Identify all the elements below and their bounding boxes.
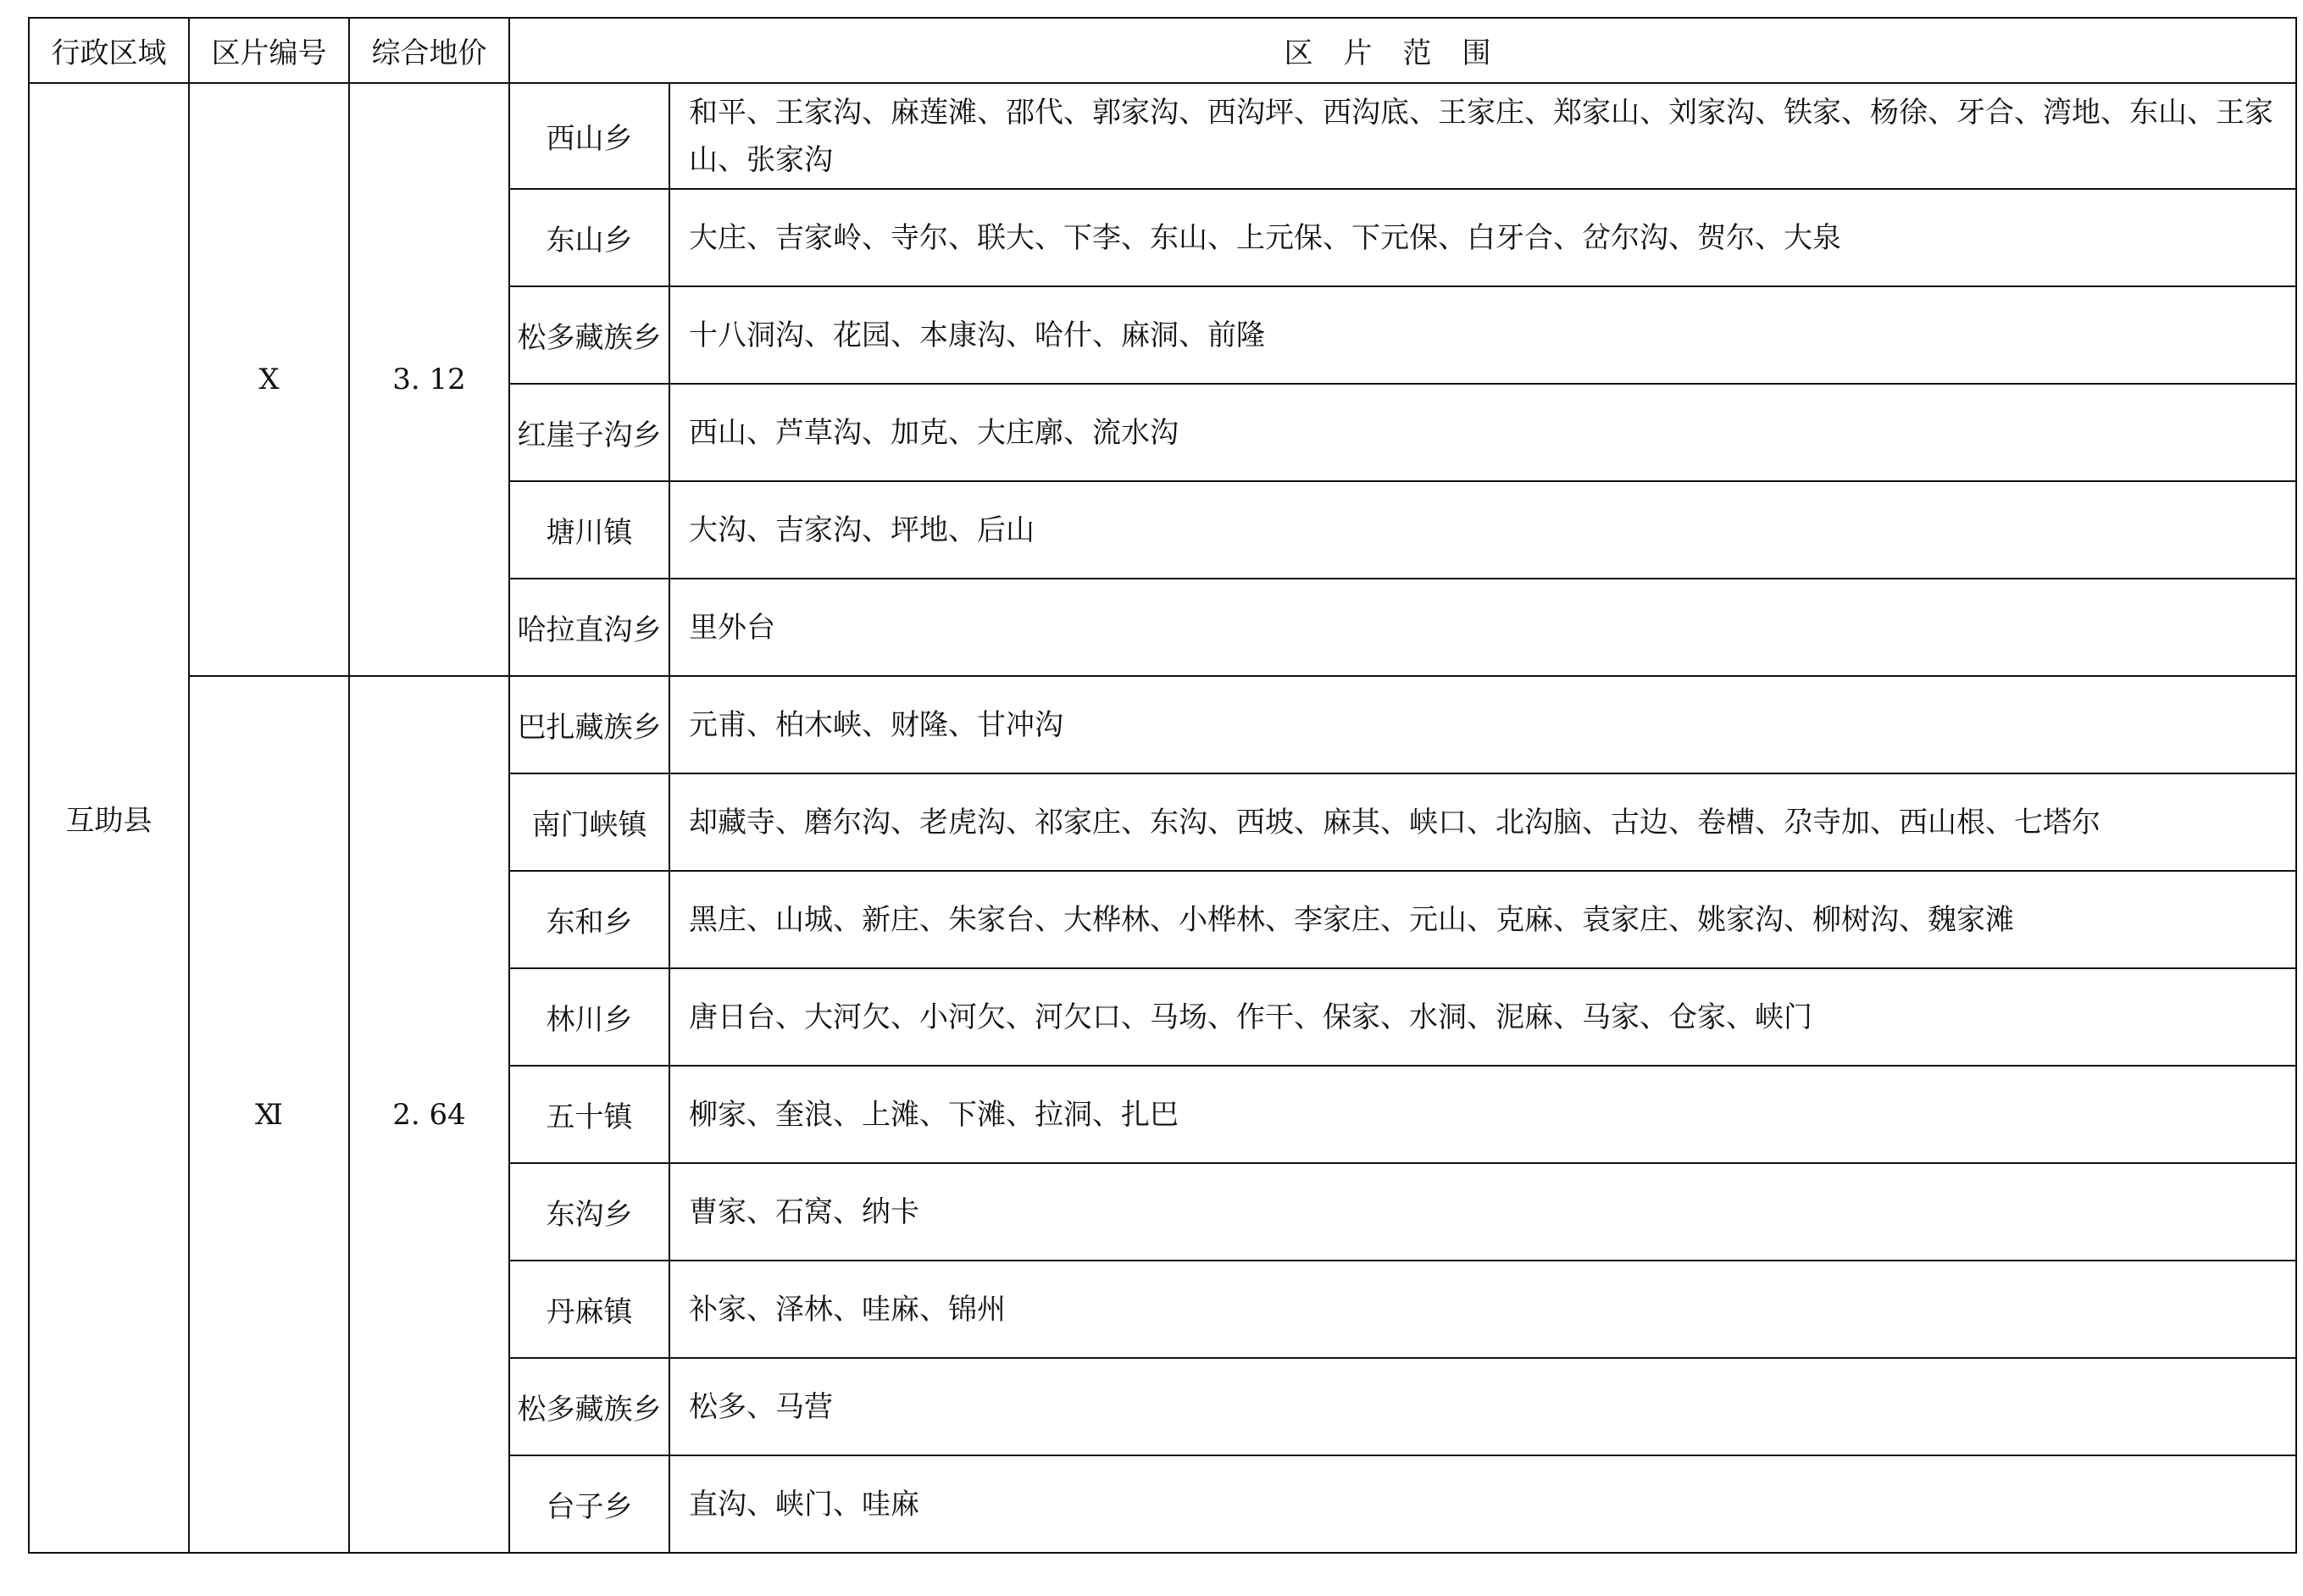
villages-cell: 大沟、吉家沟、坪地、后山: [669, 481, 2296, 579]
header-row: [29, 18, 2296, 83]
town-cell: 东和乡: [509, 871, 669, 968]
villages-cell: 唐日台、大河欠、小河欠、河欠口、马场、作干、保家、水洞、泥麻、马家、仓家、峡门: [669, 968, 2296, 1066]
villages-cell: 元甫、柏木峡、财隆、甘冲沟: [669, 676, 2296, 773]
villages-cell: 却藏寺、磨尔沟、老虎沟、祁家庄、东沟、西坡、麻其、峡口、北沟脑、古边、卷槽、尕寺加、西山根、七塔尔: [669, 773, 2296, 871]
region-cell: 互助县: [29, 83, 189, 1553]
header-region: 行政区域: [29, 18, 189, 83]
header-zone-number: 区片编号: [189, 18, 349, 83]
villages-cell: 黑庄、山城、新庄、朱家台、大桦林、小桦林、李家庄、元山、克麻、袁家庄、姚家沟、柳树沟、魏家滩: [669, 871, 2296, 968]
town-cell: 红崖子沟乡: [509, 384, 669, 481]
header-composite-price: 综合地价: [349, 18, 509, 83]
zone-code-cell: Ⅺ: [189, 676, 349, 1553]
zone-code-cell: Ⅹ: [189, 83, 349, 676]
town-cell: 西山乡: [509, 83, 669, 189]
town-cell: 南门峡镇: [509, 773, 669, 871]
town-cell: 松多藏族乡: [509, 286, 669, 384]
villages-cell: 曹家、石窝、纳卡: [669, 1163, 2296, 1261]
town-cell: 巴扎藏族乡: [509, 676, 669, 773]
villages-cell: 和平、王家沟、麻莲滩、邵代、郭家沟、西沟坪、西沟底、王家庄、郑家山、刘家沟、铁家、杨徐、牙合、湾地、东山、王家山、张家沟: [669, 83, 2296, 189]
town-cell: 塘川镇: [509, 481, 669, 579]
table-row: [29, 83, 2296, 189]
villages-cell: 大庄、吉家岭、寺尔、联大、下李、东山、上元保、下元保、白牙合、岔尔沟、贺尔、大泉: [669, 189, 2296, 286]
villages-cell: 松多、马营: [669, 1358, 2296, 1455]
land-price-table: [28, 17, 2297, 1554]
town-cell: 五十镇: [509, 1066, 669, 1163]
villages-cell: 柳家、奎浪、上滩、下滩、拉洞、扎巴: [669, 1066, 2296, 1163]
town-cell: 林川乡: [509, 968, 669, 1066]
table-row: [29, 676, 2296, 773]
town-cell: 松多藏族乡: [509, 1358, 669, 1455]
villages-cell: 十八洞沟、花园、本康沟、哈什、麻洞、前隆: [669, 286, 2296, 384]
town-cell: 台子乡: [509, 1455, 669, 1553]
header-zone-range: 区片范围: [509, 18, 2296, 83]
zone-price-cell: 2. 64: [349, 676, 509, 1553]
villages-cell: 西山、芦草沟、加克、大庄廓、流水沟: [669, 384, 2296, 481]
villages-cell: 补家、泽林、哇麻、锦州: [669, 1261, 2296, 1358]
villages-cell: 直沟、峡门、哇麻: [669, 1455, 2296, 1553]
villages-cell: 里外台: [669, 579, 2296, 676]
town-cell: 东山乡: [509, 189, 669, 286]
town-cell: 丹麻镇: [509, 1261, 669, 1358]
town-cell: 哈拉直沟乡: [509, 579, 669, 676]
town-cell: 东沟乡: [509, 1163, 669, 1261]
zone-price-cell: 3. 12: [349, 83, 509, 676]
